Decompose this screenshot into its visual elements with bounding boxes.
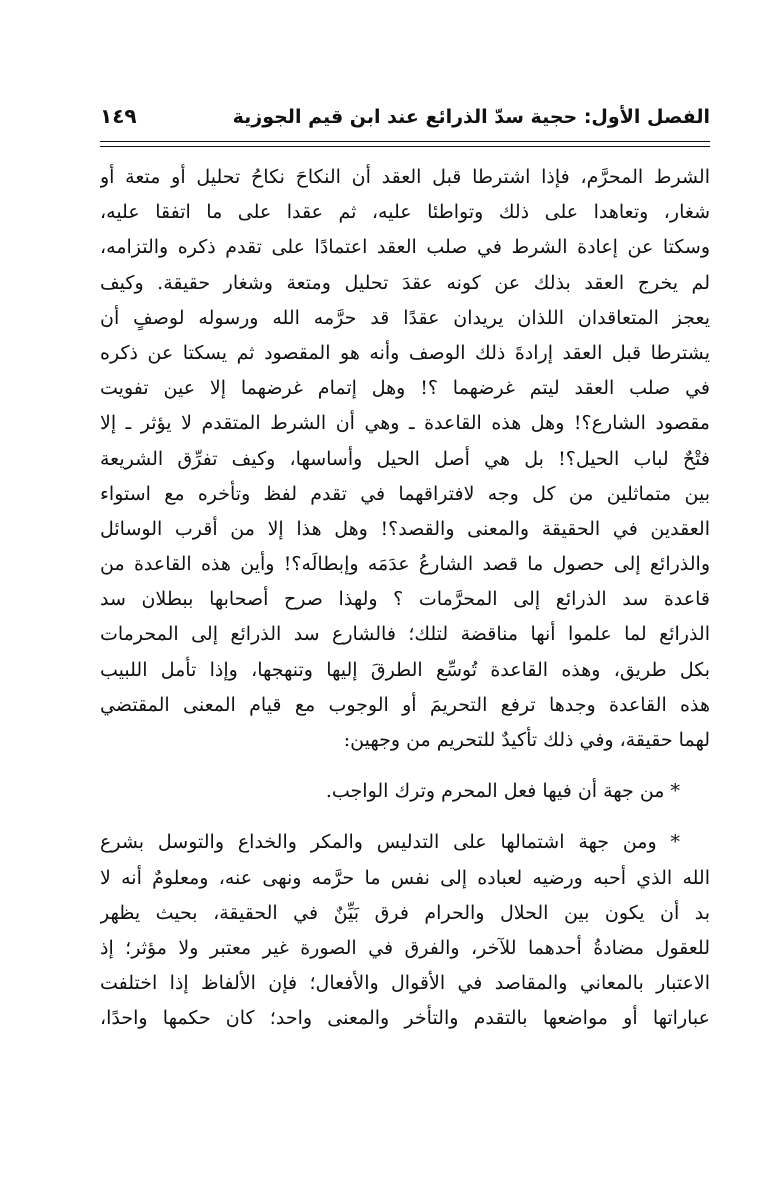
text-line: للعقول مضادةُ أحدهما للآخر، والفرق في الصورة غير معتبر ولا مؤثر؛ إذ — [100, 936, 710, 959]
body-text — [100, 160, 710, 1037]
text-line: قاعدة سد الذرائع إلى المحرَّمات ؟ ولهذا صرح أصحابها ببطلان سد — [100, 588, 710, 611]
text-line: هذه القاعدة وجدها ترفع التحريمَ أو الوجوب مع قيام المعنى المقتضي — [100, 693, 710, 716]
chapter-title: الفصل الأول: حجية سدّ الذرائع عند ابن قيم الجوزية — [232, 106, 710, 128]
header-rule-top — [100, 141, 710, 142]
text-line: شغار، وتعاهدا على ذلك وتواطئا عليه، ثم عقدا على ما اتفقا عليه، — [100, 201, 710, 224]
text-line: الاعتبار بالمعاني والمقاصد في الأقوال والأفعال؛ فإن الألفاظ إذا اختلفت — [100, 972, 710, 995]
page-number: ١٤٩ — [100, 104, 137, 128]
text-line: مقصود الشارع؟! وهل هذه القاعدة ـ وهي أن الشرط المتقدم لا يؤثر ـ إلا — [100, 412, 710, 435]
paragraph-gap — [100, 809, 710, 825]
text-line: الذرائع لما علموا أنها مناقضة لتلك؛ فالشارع سد الذرائع إلى المحرمات — [100, 623, 710, 646]
header-rule-bottom — [100, 146, 710, 147]
bullet-line: * من جهة أن فيها فعل المحرم وترك الواجب. — [325, 780, 680, 803]
text-line: بكل طريق، وهذه القاعدة تُوسِّع الطرقَ إليها وتنهجها، وإذا تأمل اللبيب — [100, 658, 710, 681]
text-line: بد أن يكون بين الحلال والحرام فرق بَيِّنٌ في الحقيقة، بحيث يظهر — [100, 901, 710, 924]
text-line: والذرائع إلى حصول ما قصد الشارعُ عدَمَه وإبطالَه؟! وأين هذه القاعدة من — [100, 553, 710, 576]
paragraph-gap — [100, 758, 710, 774]
text-line: الله الذي أحبه ورضيه لعباده إلى نفس ما حرَّمه ونهى عنه، ومعلومٌ أنه لا — [100, 866, 710, 889]
text-line: في صلب العقد ليتم غرضهما ؟! وهل إتمام غرضهما إلا عين تفويت — [100, 377, 710, 400]
text-line: بين متماثلين من كل وجه لافتراقهما في تقدم لفظ وتأخره مع استواء — [100, 482, 710, 505]
text-line: يشترطا قبل العقد إرادةَ ذلك الوصف وأنه هو المقصود ثم يسكتا عن ذكره — [100, 341, 710, 364]
text-line: فتْحٌ لباب الحيل؟! بل هي أصل الحيل وأساسها، وكيف تفرِّق الشريعة — [100, 447, 710, 470]
text-line: يعجز المتعاقدان اللذان يريدان عقدًا قد حرَّمه الله ورسوله لوصفٍ أن — [100, 306, 710, 329]
text-line: لهما حقيقة، وفي ذلك تأكيدٌ للتحريم من وجهين: — [343, 729, 710, 751]
text-line: العقدين في الحقيقة والمعنى والقصد؟! وهل هذا إلا من أقرب الوسائل — [100, 517, 710, 540]
text-line: الشرط المحرَّم، فإذا اشترطا قبل العقد أن النكاحَ نكاحُ تحليل أو متعة أو — [100, 166, 710, 188]
text-line: عباراتها أو مواضعها بالتقدم والتأخر والمعنى واحد؛ كان حكمها واحدًا، — [100, 1007, 710, 1030]
bullet-line: * ومن جهة اشتمالها على التدليس والمكر والخداع والتوسل بشرع — [100, 831, 680, 854]
text-line: وسكتا عن إعادة الشرط في صلب العقد اعتمادًا على تقدم ذكره والتزامه، — [100, 236, 710, 259]
text-line: لم يخرج العقد بذلك عن كونه عقدَ تحليل ومتعة وشغار حقيقة. وكيف — [100, 271, 710, 294]
running-header — [100, 100, 710, 136]
